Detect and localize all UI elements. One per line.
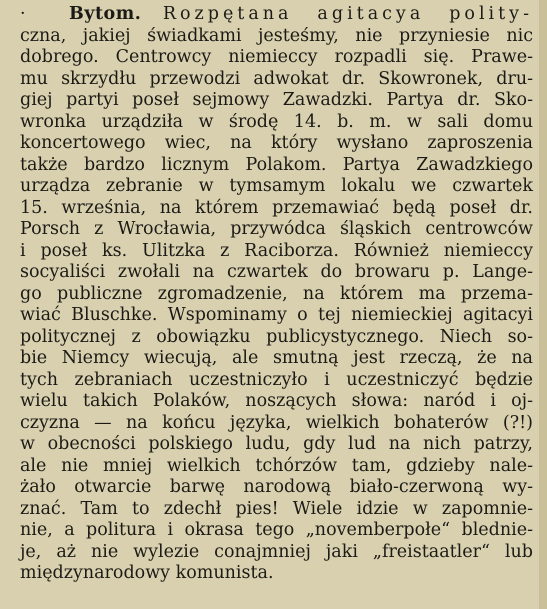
article-line: w obecności polskiego ludu, gdy lud na nich patrzy, — [20, 434, 533, 454]
article-line: bie Niemcy wiecują, ale smutną jest rzeczą, że na — [20, 348, 533, 368]
article-dateline: Bytom. — [69, 4, 142, 24]
article-line: tych zebraniach uczestniczyło i uczestniczyć będzie — [20, 369, 533, 390]
article-line: także bardzo licznym Polakom. Partya Zawadzkiego — [20, 154, 533, 175]
article-line: znać. Tam to zdechł pies! Wiele idzie w zapomnie- — [20, 498, 533, 519]
article-line: wiać Bluschke. Wspominamy o tej niemieckiej agitacyi — [20, 305, 533, 325]
article-line: Porsch z Wrocławia, przywódca śląskich centrowców — [20, 219, 533, 239]
page-edge — [539, 0, 547, 609]
article-line: koncertowego wiec, na który wysłano zaproszenia — [20, 133, 533, 153]
article-line: wronka urządziła w środę 14. b. m. w sali domu — [20, 111, 533, 132]
article-line: czna, jakiej świadkami jesteśmy, nie przyniesie nic — [20, 25, 533, 46]
article-line: go publiczne zgromadzenie, na którem ma przema- — [20, 283, 533, 304]
article-line: socyaliści zwołali na czwartek do browaru p. Lange- — [20, 262, 533, 282]
article-line: urządza zebranie w tymsamym lokalu we czwartek — [20, 176, 533, 196]
article-line: dobrego. Centrowcy niemieccy rozpadli się. Prawe- — [20, 47, 533, 67]
article-line: żało otwarcie barwę narodową biało-czerwoną wy- — [20, 477, 533, 497]
article-line: mu skrzydłu przewodzi adwokat dr. Skowronek, dru- — [20, 68, 533, 89]
article-line: ale nie mniej wielkich tchórzów tam, gdzieby nale- — [20, 455, 533, 476]
article-column — [20, 4, 533, 585]
bullet-marker: · — [20, 4, 27, 24]
article-line: politycznej z obowiązku publicystycznego. Niech so- — [20, 326, 533, 347]
article-line — [20, 4, 533, 26]
article-line: czyzna — na końcu języka, wielkich bohaterów (?!) — [20, 412, 533, 433]
article-line: giej partyi poseł sejmowy Zawadzki. Partya dr. Sko- — [20, 90, 533, 110]
article-line: je, aż nie wylezie conajmniej jaki „freistaatler“ lub — [20, 541, 533, 562]
article-line: i poseł ks. Ulitzka z Raciborza. Również niemieccy — [20, 240, 533, 261]
article-line: 15. września, na którem przemawiać będą poseł dr. — [20, 197, 533, 218]
article-line: nie, a politura i okrasa tego „novemberpołe“ blednie- — [20, 520, 533, 540]
article-lead-text: Rozpętana agitacya polity- — [162, 4, 533, 24]
article-line: międzynarodowy komunista. — [20, 563, 274, 583]
article-line: wielu takich Polaków, noszących słowa: naród i oj- — [20, 391, 533, 411]
